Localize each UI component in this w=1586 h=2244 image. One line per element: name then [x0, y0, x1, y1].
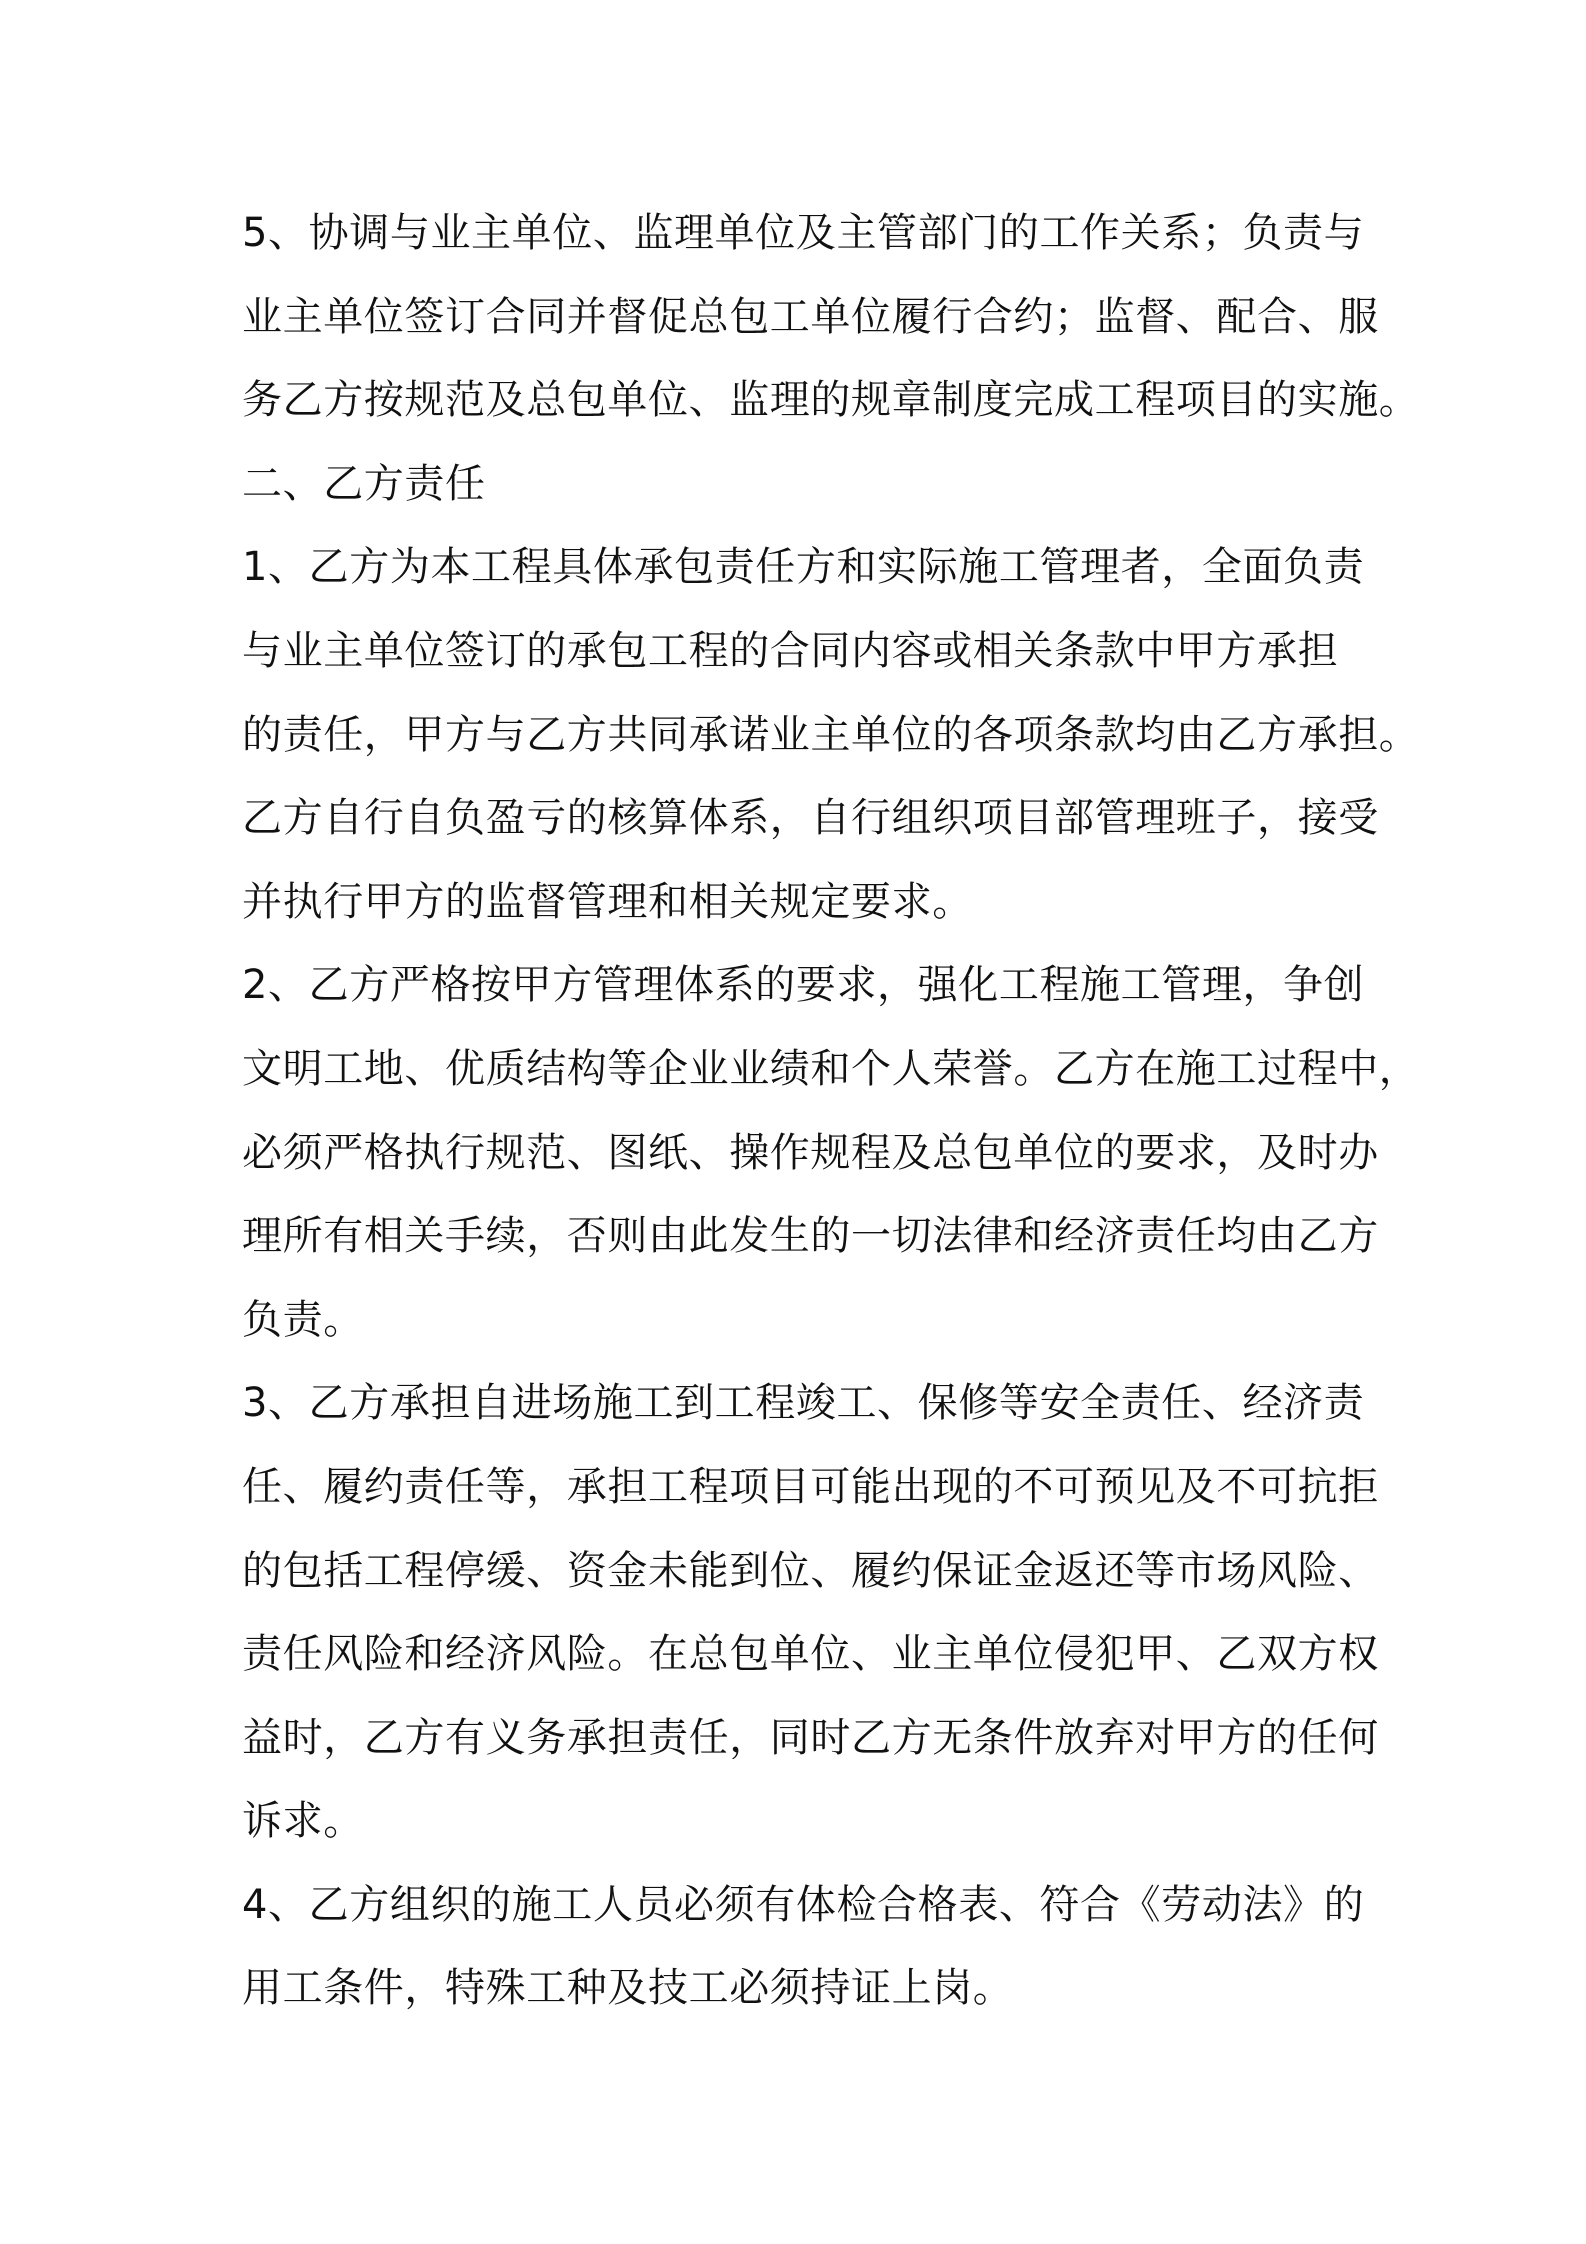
text-line-7: 的责任，甲方与乙方共同承诺业主单位的各项条款均由乙方承担。 — [242, 711, 1420, 758]
text-line-18: 责任风险和经济风险。在总包单位、业主单位侵犯甲、乙双方权 — [242, 1631, 1379, 1678]
text-line-17: 的包括工程停缓、资金未能到位、履约保证金返还等市场风险、 — [242, 1547, 1379, 1594]
text-line-20: 诉求。 — [242, 1798, 364, 1845]
text-line-3: 务乙方按规范及总包单位、监理的规章制度完成工程项目的实施。 — [242, 377, 1420, 424]
text-line-5: 1、乙方为本工程具体承包责任方和实际施工管理者，全面负责 — [242, 544, 1365, 591]
section-heading: 二、乙方责任 — [242, 460, 486, 507]
document-body — [242, 192, 1420, 2031]
text-line-15: 3、乙方承担自进场施工到工程竣工、保修等安全责任、经济责 — [242, 1380, 1365, 1427]
text-line-9: 并执行甲方的监督管理和相关规定要求。 — [242, 878, 973, 925]
text-line-14: 负责。 — [242, 1296, 364, 1343]
text-line-6: 与业主单位签订的承包工程的合同内容或相关条款中甲方承担 — [242, 627, 1339, 674]
text-line-22: 用工条件，特殊工种及技工必须持证上岗。 — [242, 1965, 1014, 2012]
text-line-16: 任、履约责任等，承担工程项目可能出现的不可预见及不可抗拒 — [242, 1463, 1379, 1510]
text-line-13: 理所有相关手续，否则由此发生的一切法律和经济责任均由乙方 — [242, 1213, 1379, 1260]
text-line-12: 必须严格执行规范、图纸、操作规程及总包单位的要求，及时办 — [242, 1129, 1379, 1176]
text-line-1: 5、协调与业主单位、监理单位及主管部门的工作关系；负责与 — [242, 210, 1365, 256]
text-line-10: 2、乙方严格按甲方管理体系的要求，强化工程施工管理，争创 — [242, 962, 1365, 1009]
text-line-21: 4、乙方组织的施工人员必须有体检合格表、符合《劳动法》的 — [242, 1881, 1365, 1928]
text-line-11: 文明工地、优质结构等企业业绩和个人荣誉。乙方在施工过程中， — [242, 1045, 1420, 1092]
text-line-2: 业主单位签订合同并督促总包工单位履行合约；监督、配合、服 — [242, 293, 1379, 340]
text-line-8: 乙方自行自负盈亏的核算体系，自行组织项目部管理班子，接受 — [242, 795, 1379, 842]
text-line-19: 益时，乙方有义务承担责任，同时乙方无条件放弃对甲方的任何 — [242, 1714, 1379, 1761]
